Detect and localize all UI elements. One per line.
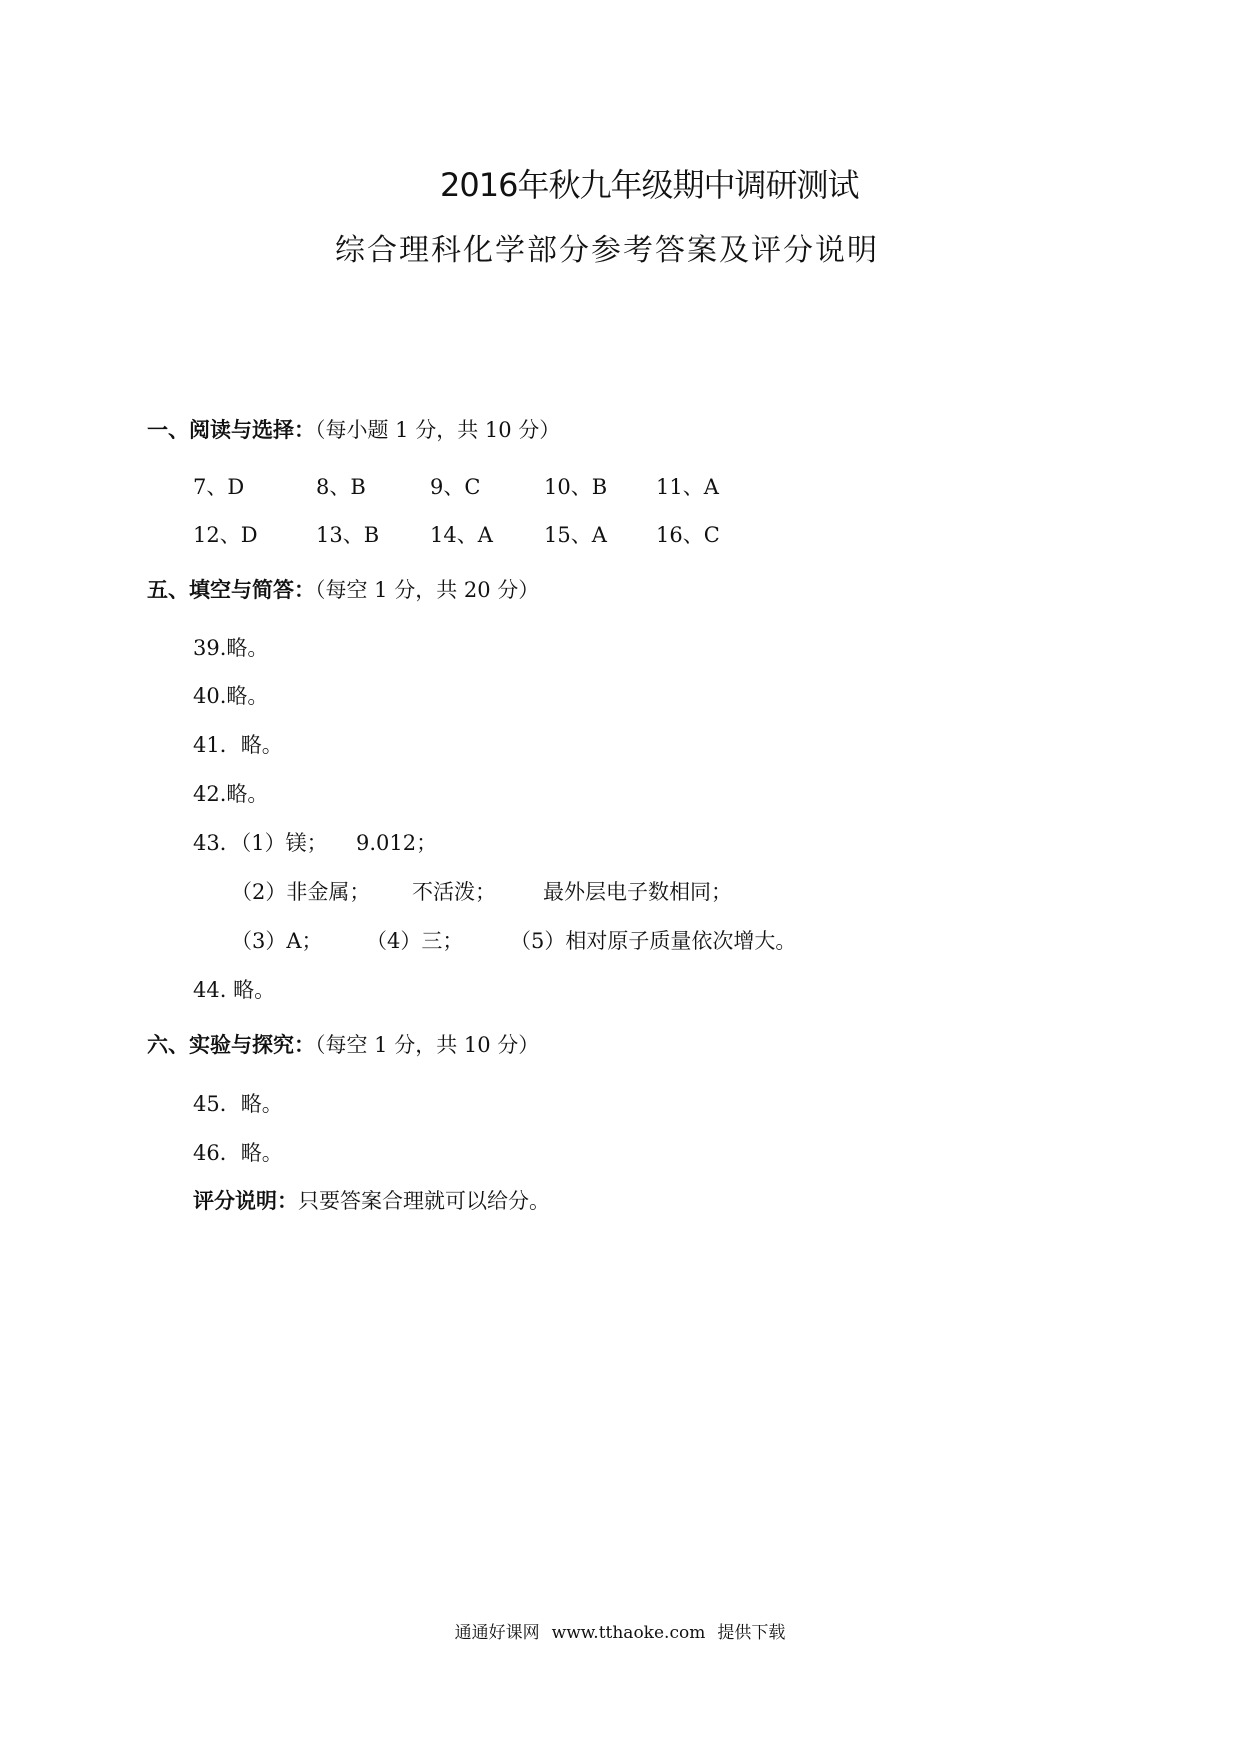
answer-39: 39.略。: [193, 636, 269, 660]
page-footer: [0, 1618, 1240, 1643]
answer-item: 12、D: [193, 523, 258, 547]
answer-item: 10、B: [544, 475, 608, 499]
page-title: 2016年秋九年级期中调研测试: [440, 166, 859, 204]
answer-item: 13、B: [316, 523, 380, 547]
scoring-note: [193, 1185, 550, 1215]
answer-43-part-5: （5）相对原子质量依次增大。: [510, 929, 797, 953]
section-5-note: （每空 1 分，共 20 分）: [315, 578, 540, 602]
answer-43-part-1-value: 9.012；: [356, 831, 438, 855]
answer-item: 16、C: [656, 523, 720, 547]
answer-item: 8、B: [316, 475, 366, 499]
answer-item: 11、A: [656, 475, 719, 499]
answer-43-part-2: （2）非金属；: [231, 880, 371, 904]
answer-44: 44. 略。: [193, 978, 276, 1002]
answer-43-part-4: （4）三；: [366, 929, 464, 953]
footer-site-name: 通通好课网: [454, 1623, 540, 1643]
section-6-title: 六、实验与探究：: [147, 1032, 315, 1057]
answer-46: 46．略。: [193, 1141, 283, 1165]
section-6-heading: [147, 1029, 539, 1059]
section-5-title: 五、填空与简答：: [147, 577, 315, 602]
answer-item: 9、C: [430, 475, 481, 499]
answer-42: 42.略。: [193, 782, 269, 806]
answer-40: 40.略。: [193, 684, 269, 708]
scoring-note-text: 只要答案合理就可以给分。: [298, 1189, 550, 1213]
answer-43-part-3: （3）A；: [231, 929, 323, 953]
page-subtitle: 综合理科化学部分参考答案及评分说明: [335, 233, 879, 268]
footer-suffix: 提供下载: [717, 1623, 786, 1643]
answer-43-part-2-b: 不活泼；: [412, 880, 496, 904]
section-1-note: （每小题 1 分，共 10 分）: [315, 418, 561, 442]
answer-43-part-2-c: 最外层电子数相同；: [543, 880, 732, 904]
answer-45: 45．略。: [193, 1092, 283, 1116]
scoring-note-label: 评分说明：: [193, 1188, 298, 1213]
footer-url[interactable]: www.tthaoke.com: [551, 1623, 706, 1643]
section-1-heading: [147, 414, 560, 444]
answer-item: 15、A: [544, 523, 607, 547]
section-6-note: （每空 1 分，共 10 分）: [315, 1033, 540, 1057]
answer-item: 7、D: [193, 475, 245, 499]
answer-41: 41．略。: [193, 733, 283, 757]
answer-43-part-1: 43．（1）镁；: [193, 831, 328, 855]
answer-item: 14、A: [430, 523, 493, 547]
section-1-title: 一、阅读与选择：: [147, 417, 315, 442]
section-5-heading: [147, 574, 539, 604]
